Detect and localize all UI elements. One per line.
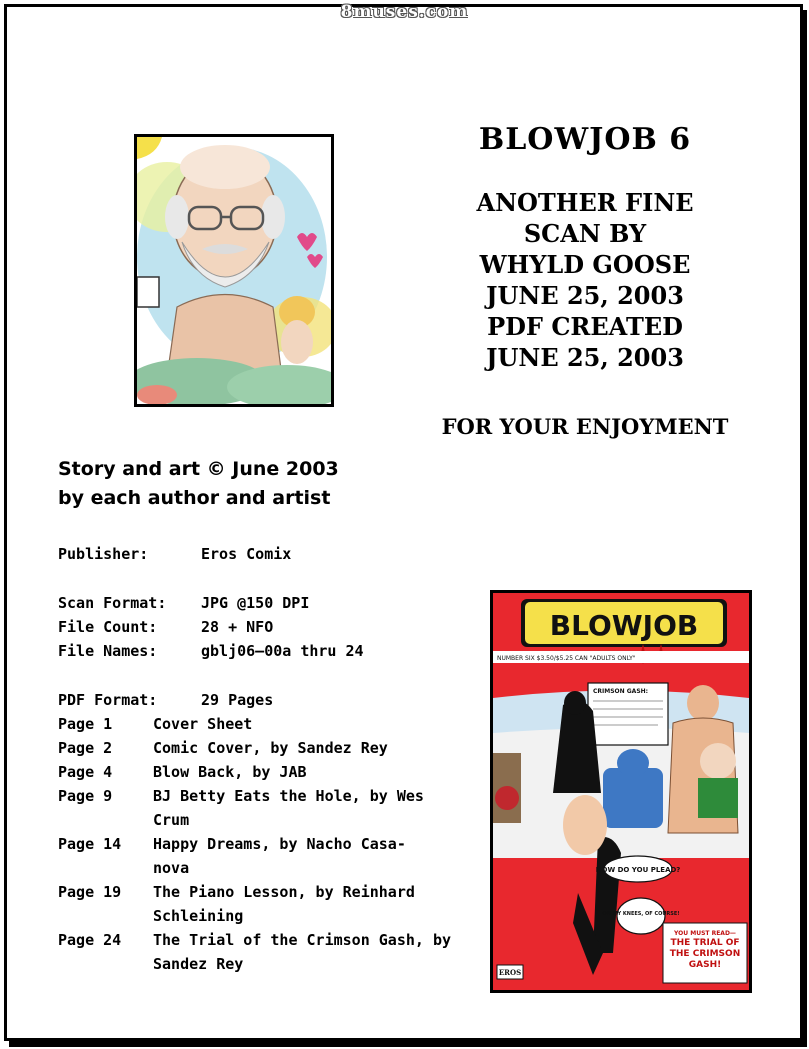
page-number: Page 24 <box>58 931 122 949</box>
cover-illustration <box>493 593 749 990</box>
info-row-publisher <box>58 542 473 566</box>
title-line: PDF CREATED <box>487 312 683 341</box>
info-label: PDF Format: <box>58 691 158 709</box>
credit-line: Story and art © June 2003 <box>58 458 339 480</box>
author-portrait <box>134 134 334 407</box>
info-row-pdf-format <box>58 688 473 712</box>
page-description: Cover Sheet <box>153 715 253 733</box>
info-value: 29 Pages <box>201 691 274 709</box>
page-entry <box>58 712 473 736</box>
portrait-illustration <box>137 137 331 404</box>
page-description: Happy Dreams, by Nacho Casa- <box>153 835 406 853</box>
info-value: 28 + NFO <box>201 618 274 636</box>
enjoyment-line: FOR YOUR ENJOYMENT <box>441 414 729 439</box>
page-shadow-right <box>803 10 807 1047</box>
page-entry-continued <box>58 856 473 880</box>
credit-line: by each author and artist <box>58 487 331 509</box>
page-description: The Piano Lesson, by Reinhard <box>153 883 415 901</box>
info-label: File Count: <box>58 618 158 636</box>
info-label: File Names: <box>58 642 158 660</box>
page-description: BJ Betty Eats the Hole, by Wes <box>153 787 424 805</box>
page-description: Comic Cover, by Sandez Rey <box>153 739 388 757</box>
page-entry-continued <box>58 904 473 928</box>
cover-publisher-mark: EROS <box>498 968 522 977</box>
page-entry <box>58 760 473 784</box>
page-shadow <box>9 1041 807 1047</box>
cover-bubble-2: ON MY KNEES, OF COURSE! <box>602 911 680 917</box>
watermark: 8muses.com <box>340 2 469 22</box>
comic-cover <box>490 590 752 993</box>
cover-logo: BLOWJOB <box>549 609 699 642</box>
cover-caption-name: CRIMSON GASH: <box>593 688 649 695</box>
page-number: Page 1 <box>58 715 113 733</box>
page-number: Page 19 <box>58 883 122 901</box>
info-value: gblj06—00a thru 24 <box>201 642 364 660</box>
cover-promo-main: THE TRIAL OF THE CRIMSON GASH! <box>669 938 741 970</box>
title-block <box>440 122 730 373</box>
page-description: nova <box>153 859 190 877</box>
info-row-file-names <box>58 639 473 663</box>
page-entry <box>58 736 473 760</box>
title-line: JUNE 25, 2003 <box>486 281 684 310</box>
page-description: Blow Back, by JAB <box>153 763 307 781</box>
page-entry-continued <box>58 808 473 832</box>
page-entry <box>58 928 473 952</box>
document-title: BLOWJOB 6 <box>478 122 692 157</box>
page-number: Page 14 <box>58 835 122 853</box>
page-entry <box>58 784 473 808</box>
info-row-scan-format <box>58 591 473 615</box>
page-description: The Trial of the Crimson Gash, by <box>153 931 452 949</box>
info-row-file-count <box>58 615 473 639</box>
page-description: Schleining <box>153 907 244 925</box>
cover-issue: NUMBER SIX $3.50/$5.25 CAN "ADULTS ONLY" <box>497 655 636 662</box>
page-entry-continued <box>58 952 473 976</box>
cover-bubble-1: HOW DO YOU PLEAD? <box>595 866 681 874</box>
page-number: Page 2 <box>58 739 113 757</box>
info-listing <box>58 542 473 976</box>
page-number: Page 9 <box>58 787 113 805</box>
title-line: WHYLD GOOSE <box>479 250 691 279</box>
cover-promo-top: YOU MUST READ— <box>674 930 736 937</box>
info-label: Scan Format: <box>58 594 167 612</box>
credits <box>58 455 339 513</box>
title-line: SCAN BY <box>523 219 647 248</box>
info-value: Eros Comix <box>201 545 292 563</box>
page-description: Crum <box>153 811 190 829</box>
page-entry <box>58 880 473 904</box>
info-label: Publisher: <box>58 545 149 563</box>
title-line: JUNE 25, 2003 <box>486 343 684 372</box>
title-line: ANOTHER FINE <box>476 188 694 217</box>
page-entry <box>58 832 473 856</box>
page-number: Page 4 <box>58 763 113 781</box>
page-description: Sandez Rey <box>153 955 244 973</box>
info-value: JPG @150 DPI <box>201 594 310 612</box>
